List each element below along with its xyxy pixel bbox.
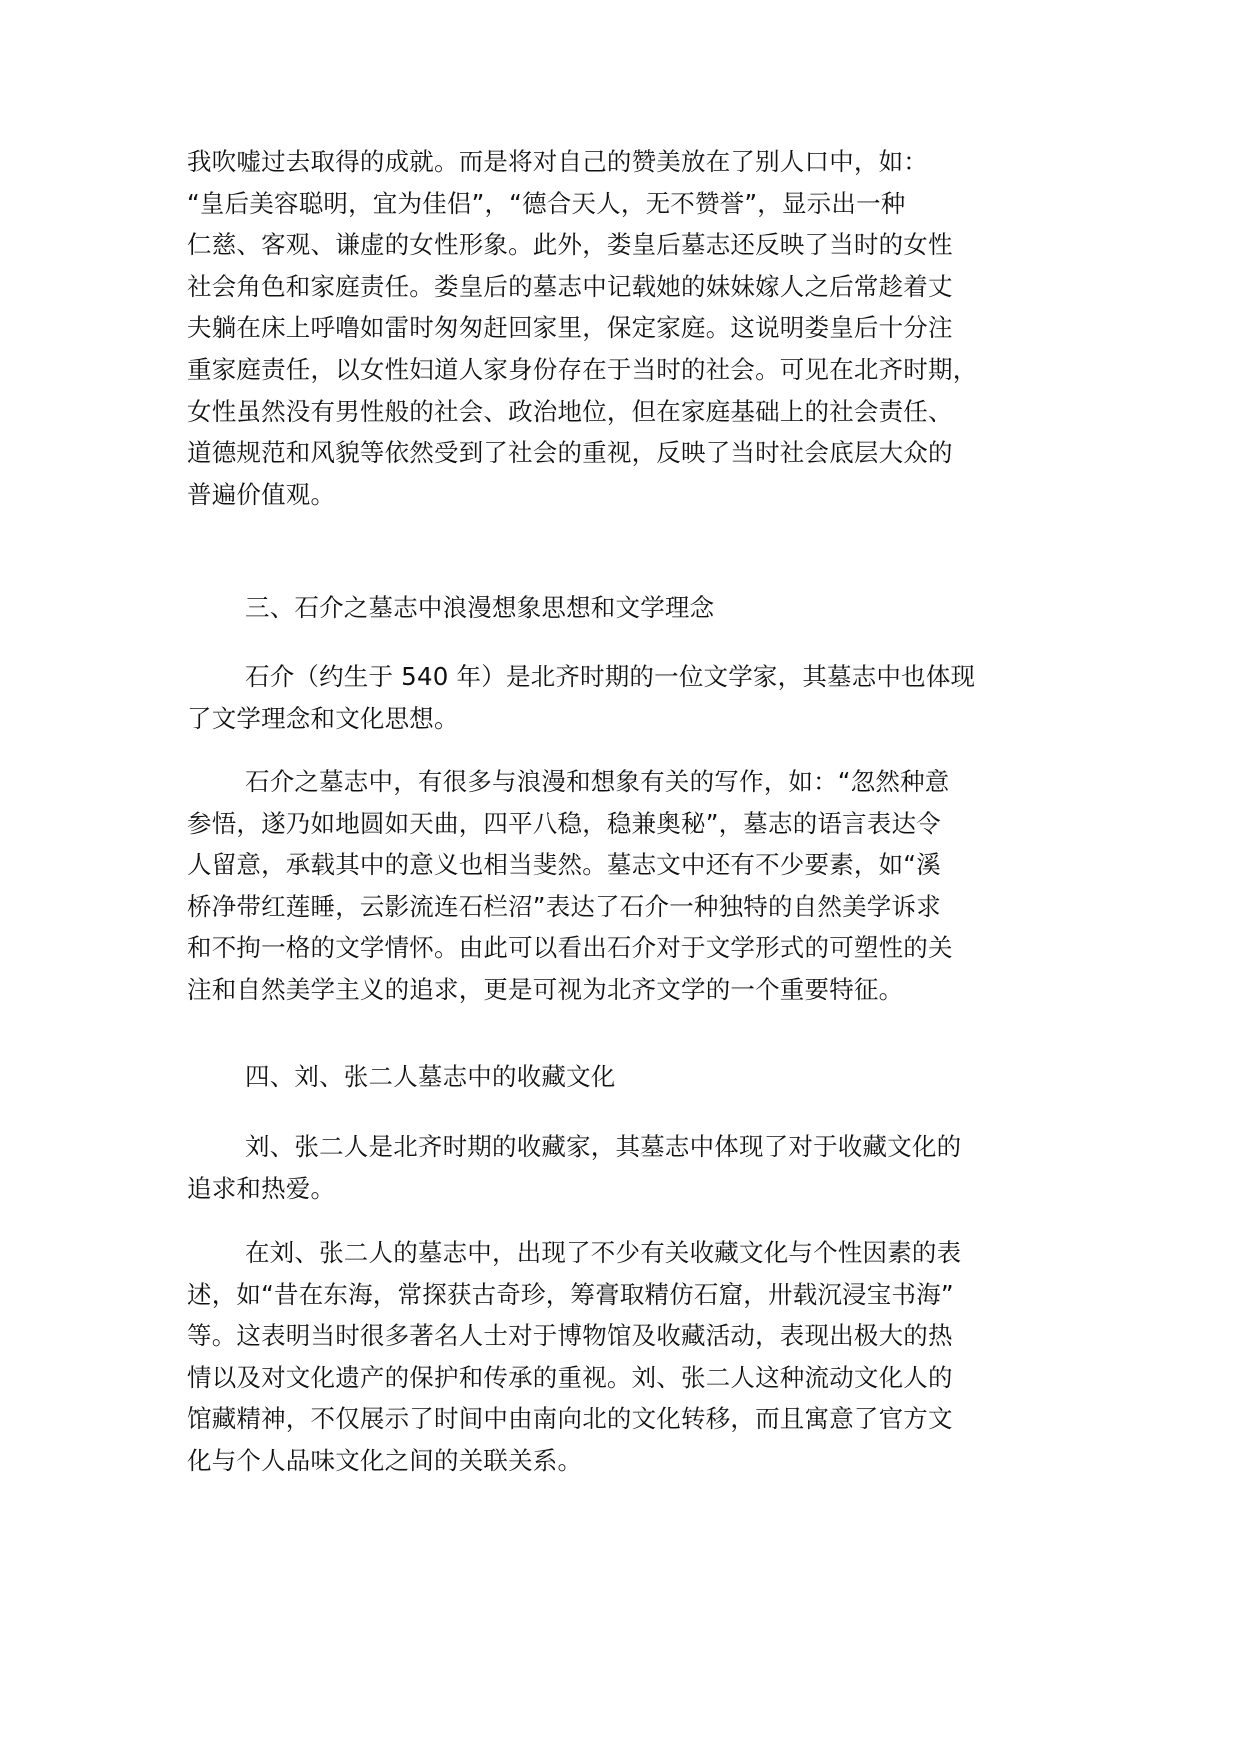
text-line: 重家庭责任，以女性妇道人家身份存在于当时的社会。可见在北齐时期， — [187, 354, 978, 384]
text-line: 女性虽然没有男性般的社会、政治地位，但在家庭基础上的社会责任、 — [187, 396, 953, 426]
text-line: 情以及对文化遗产的保护和传承的重视。刘、张二人这种流动文化人的 — [187, 1362, 953, 1392]
text-line: 夫躺在床上呼噜如雷时匆匆赶回家里，保定家庭。这说明娄皇后十分注 — [187, 313, 953, 343]
section-heading-shijie — [187, 587, 1087, 629]
heading-text: 四、刘、张二人墓志中的收藏文化 — [245, 1062, 616, 1091]
text-line: 在刘、张二人的墓志中，出现了不少有关收藏文化与个性因素的表 — [245, 1238, 962, 1267]
paragraph-liu-zhang-intro — [187, 1126, 1087, 1209]
paragraph-lou-empress — [187, 141, 1087, 515]
heading-text: 三、石介之墓志中浪漫想象思想和文学理念 — [245, 593, 715, 622]
text-line: 化与个人品味文化之间的关联关系。 — [187, 1445, 583, 1475]
text-line: 仁慈、客观、谦虚的女性形象。此外，娄皇后墓志还反映了当时的女性 — [187, 230, 953, 260]
paragraph-shijie-romance — [187, 761, 1087, 1011]
text-line: 普遍价值观。 — [187, 479, 336, 509]
text-line: 等。这表明当时很多著名人士对于博物馆及收藏活动，表现出极大的热 — [187, 1321, 953, 1351]
text-line: 我吹嘘过去取得的成就。而是将对自己的赞美放在了别人口中，如： — [187, 147, 928, 176]
paragraph-liu-zhang-collection — [187, 1232, 1087, 1482]
text-line: 注和自然美学主义的追求，更是可视为北齐文学的一个重要特征。 — [187, 974, 904, 1004]
text-line: 石介之墓志中，有很多与浪漫和想象有关的写作，如：“忽然种意 — [245, 767, 950, 796]
text-line: 道德规范和风貌等依然受到了社会的重视，反映了当时社会底层大众的 — [187, 438, 953, 468]
text-line: 刘、张二人是北齐时期的收藏家，其墓志中体现了对于收藏文化的 — [245, 1132, 962, 1161]
text-line: “皇后美容聪明，宜为佳侣”，“德合天人，无不赞誉”，显示出一种 — [187, 188, 906, 218]
text-line: 人留意，承载其中的意义也相当斐然。墓志文中还有不少要素，如“溪 — [187, 850, 941, 880]
section-heading-liu-zhang — [187, 1056, 1087, 1098]
text-line: 和不拘一格的文学情怀。由此可以看出石介对于文学形式的可塑性的关 — [187, 933, 953, 963]
text-line: 社会角色和家庭责任。娄皇后的墓志中记载她的妹妹嫁人之后常趁着丈 — [187, 271, 953, 301]
paragraph-shijie-intro — [187, 656, 1087, 739]
text-line: 追求和热爱。 — [187, 1173, 336, 1203]
text-line: 馆藏精神，不仅展示了时间中由南向北的文化转移，而且寓意了官方文 — [187, 1404, 953, 1434]
text-line: 参悟，遂乃如地圆如天曲，四平八稳，稳兼奥秘”，墓志的语言表达令 — [187, 808, 941, 838]
text-line: 石介（约生于 540 年）是北齐时期的一位文学家，其墓志中也体现 — [245, 662, 976, 691]
text-line: 桥净带红莲睡，云影流连石栏沼”表达了石介一种独特的自然美学诉求 — [187, 891, 941, 921]
text-line: 了文学理念和文化思想。 — [187, 703, 459, 733]
text-line: 述，如“昔在东海，常探获古奇珍，筹膏取精仿石窟，卅载沉浸宝书海” — [187, 1279, 954, 1309]
